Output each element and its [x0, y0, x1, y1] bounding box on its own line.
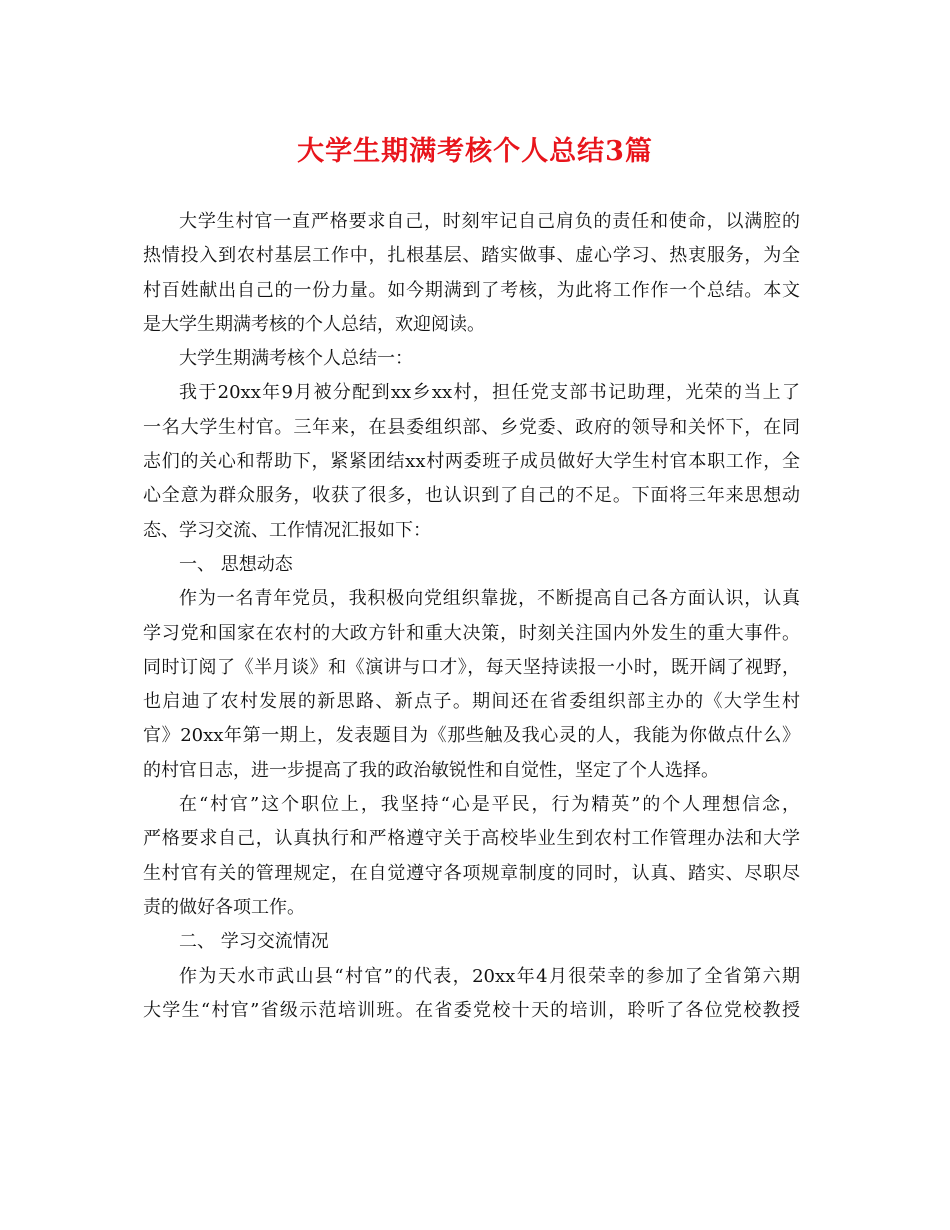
text-line: 一、 思想动态 — [179, 553, 293, 575]
text-line: 生村官有关的管理规定，在自觉遵守各项规章制度的同时，认真、踏实、尽职尽 — [143, 862, 800, 884]
document-body — [143, 205, 800, 1028]
text-line: 责的做好各项工作。 — [143, 896, 305, 918]
text-line: 学习党和国家在农村的大政方针和重大决策，时刻关注国内外发生的重大事件。 — [143, 622, 800, 644]
text-line: 官》20xx年第一期上，发表题目为《那些触及我心灵的人，我能为你做点什么》 — [143, 725, 800, 747]
text-line: 二、 学习交流情况 — [179, 931, 329, 953]
text-line: 热情投入到农村基层工作中，扎根基层、踏实做事、虚心学习、热衷服务，为全 — [143, 245, 800, 267]
text-line: 同时订阅了《半月谈》和《演讲与口才》，每天坚持读报一小时，既开阔了视野， — [143, 656, 800, 678]
text-line: 作为一名青年党员，我积极向党组织靠拢，不断提高自己各方面认识，认真 — [179, 588, 800, 610]
text-line: 在“村官”这个职位上，我坚持“心是平民，行为精英”的个人理想信念， — [179, 794, 800, 816]
text-line: 心全意为群众服务，收获了很多，也认识到了自己的不足。下面将三年来思想动 — [143, 485, 800, 507]
text-line: 一名大学生村官。三年来，在县委组织部、乡党委、政府的领导和关怀下，在同 — [143, 416, 800, 438]
text-line: 是大学生期满考核的个人总结，欢迎阅读。 — [143, 313, 485, 335]
text-line: 大学生期满考核个人总结一： — [179, 348, 413, 370]
text-line: 作为天水市武山县“村官”的代表，20xx年4月很荣幸的参加了全省第六期 — [179, 965, 800, 987]
text-line: 严格要求自己，认真执行和严格遵守关于高校毕业生到农村工作管理办法和大学 — [143, 828, 800, 850]
text-line: 的村官日志，进一步提高了我的政治敏锐性和自觉性，坚定了个人选择。 — [143, 759, 719, 781]
document-title: 大学生期满考核个人总结3篇 — [297, 136, 653, 167]
text-line: 志们的关心和帮助下，紧紧团结xx村两委班子成员做好大学生村官本职工作，全 — [143, 451, 800, 473]
text-line: 也启迪了农村发展的新思路、新点子。期间还在省委组织部主办的《大学生村 — [143, 691, 800, 713]
text-line: 村百姓献出自己的一份力量。如今期满到了考核，为此将工作作一个总结。本文 — [143, 279, 800, 301]
text-line: 大学生“村官”省级示范培训班。在省委党校十天的培训，聆听了各位党校教授 — [143, 999, 800, 1021]
text-line: 态、学习交流、工作情况汇报如下： — [143, 519, 431, 541]
text-line: 大学生村官一直严格要求自己，时刻牢记自己肩负的责任和使命，以满腔的 — [179, 211, 800, 232]
text-line: 我于20xx年9月被分配到xx乡xx村，担任党支部书记助理，光荣的当上了 — [179, 382, 800, 404]
